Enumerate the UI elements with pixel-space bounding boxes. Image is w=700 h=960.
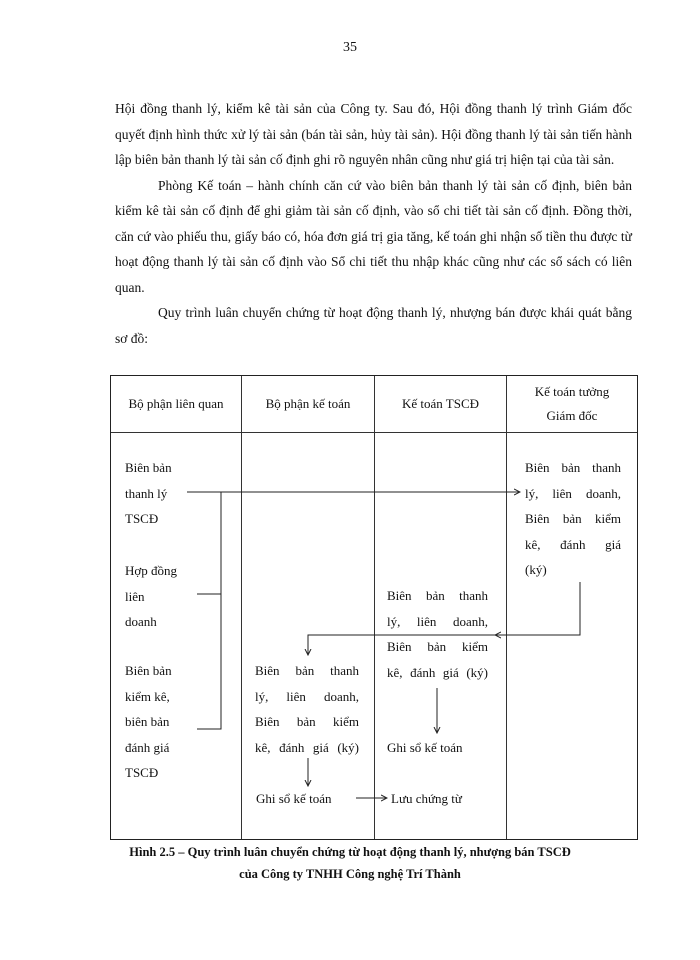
- flowchart: [110, 375, 638, 840]
- header-fixed-asset-accountant: Kế toán TSCĐ: [401, 396, 480, 411]
- ledger-entry-fixed-asset: Ghi sổ kế toán: [387, 740, 463, 755]
- paragraph-1: Hội đồng thanh lý, kiểm kê tài sản của Công ty. Sau đó, Hội đồng thanh lý trình Giám đốc quyết định hình thức xử lý tài sản (bán tài sản, hủy tài sản). Hội đồng thanh lý tài sản tiến hành lập biên bản thanh lý tài sản cố định ghi rõ nguyên nhân cũng như giá trị hiện tại của tài sản.: [115, 101, 632, 167]
- bracket-line: [197, 492, 221, 729]
- inventory-valuation-minutes-doc: Biên bản kiểm kê, biên bản đánh giá TSCĐ: [125, 663, 172, 780]
- arrow-to-fixed-asset: [495, 582, 580, 635]
- page-number: 35: [343, 40, 357, 55]
- body-text: [115, 96, 632, 351]
- column-divider: [374, 376, 375, 839]
- header-related-dept: Bộ phận liên quan: [128, 396, 224, 411]
- paragraph-2: Phòng Kế toán – hành chính căn cứ vào biên bản thanh lý tài sản cố định, biên bản kiểm kê tài sản cố định để ghi giảm tài sản cố định, vào sổ chi tiết tài sản cố định. Đồng thời, căn cứ vào phiếu thu, giấy báo có, hóa đơn giá trị gia tăng, kế toán ghi nhận số tiền thu được từ hoạt động thanh lý tài sản cố định vào Sổ chi tiết thu nhập khác cũng như các sổ sách có liên quan.: [115, 177, 632, 295]
- signed-documents-director: Biên bản thanh lý, liên doanh, Biên bản kiểm kê, đánh giá (ký): [525, 460, 621, 577]
- column-divider: [506, 376, 507, 839]
- signed-documents-accounting: Biên bản thanh lý, liên doanh, Biên bản kiểm kê, đánh giá (ký): [255, 663, 359, 755]
- signed-documents-fixed-asset: Biên bản thanh lý, liên doanh, Biên bản kiểm kê, đánh giá (ký): [387, 588, 488, 680]
- joint-venture-contract-doc: Hợp đồng liên doanh: [125, 563, 178, 629]
- archive-documents: Lưu chứng từ: [391, 791, 462, 806]
- liquidation-minutes-doc: Biên bản thanh lý TSCĐ: [125, 460, 172, 526]
- paragraph-3: Quy trình luân chuyển chứng từ hoạt động thanh lý, nhượng bán được khái quát bằng sơ đồ:: [115, 305, 632, 346]
- figure-caption: Hình 2.5 – Quy trình luân chuyển chứng từ hoạt động thanh lý, nhượng bán TSCĐ của Công ty TNHH Công nghệ Trí Thành: [129, 845, 571, 881]
- ledger-entry-accounting: Ghi sổ kế toán: [256, 791, 332, 806]
- header-chief-accountant-director: Kế toán tưởng Giám đốc: [534, 384, 610, 423]
- header-divider: [111, 432, 637, 433]
- column-divider: [241, 376, 242, 839]
- header-accounting-dept: Bộ phận kế toán: [265, 396, 351, 411]
